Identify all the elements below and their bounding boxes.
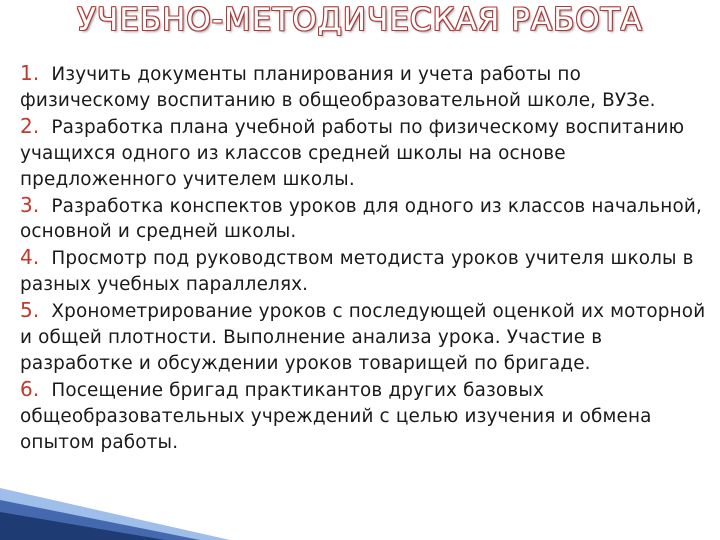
item-number: 5. (20, 298, 40, 323)
item-number: 1. (20, 61, 40, 85)
item-number: 6. (20, 376, 40, 401)
task-list (20, 61, 715, 456)
item-text: Хронометрирование уроков с последующей оценкой их моторной и общей плотности. Выполнение анализа урока. Участие в разработке и обсуждении уроков товарищей по бригаде. (20, 301, 706, 374)
item-number: 2. (20, 113, 40, 138)
corner-swoosh-mid (0, 500, 200, 540)
corner-decoration (0, 450, 230, 540)
item-text: Просмотр под руководством методиста уроков учителя школы в разных учебных параллелях. (20, 248, 694, 296)
item-number: 3. (20, 192, 40, 217)
list-item (20, 114, 715, 193)
corner-swoosh-dark (0, 512, 165, 540)
item-number: 4. (20, 245, 40, 270)
page-title: УЧЕБНО-МЕТОДИЧЕСКАЯ РАБОТА (77, 2, 643, 38)
list-item (20, 245, 715, 298)
list-item (20, 377, 715, 456)
corner-swoosh-light (0, 488, 230, 540)
item-text: Разработка плана учебной работы по физическому воспитанию учащихся одного из классов средней школы на основе предложенного учителем школы. (20, 116, 685, 190)
item-text: Изучить документы планирования и учета работы по физическому воспитанию в общеобразовательной школе, ВУЗе. (20, 64, 656, 111)
item-text: Посещение бригад практикантов других базовых общеобразовательных учреждений с целью изучения и обмена опытом работы. (20, 379, 652, 453)
list-item (20, 298, 715, 377)
item-text: Разработка конспектов уроков для одного из классов начальной, основной и средней школы. (20, 195, 702, 243)
list-item (20, 61, 715, 114)
list-item (20, 193, 715, 246)
